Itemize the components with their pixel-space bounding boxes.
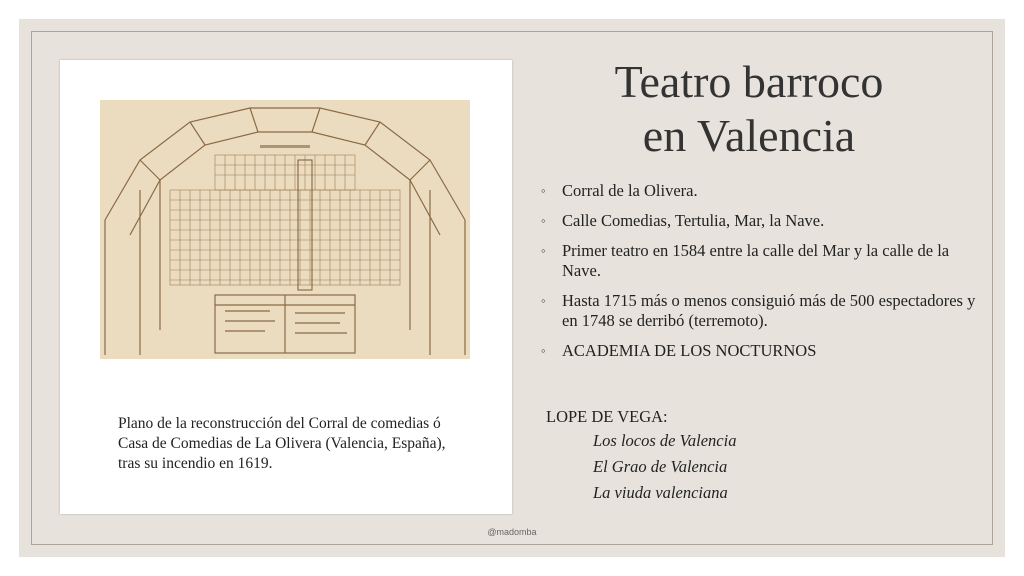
bullet-circle-icon: ◦ <box>541 213 546 228</box>
title-line-1: Teatro barroco <box>614 56 884 107</box>
bullet-circle-icon: ◦ <box>541 243 546 258</box>
title-line-2: en Valencia <box>642 110 856 161</box>
lope-heading: LOPE DE VEGA: <box>546 407 668 426</box>
bullet-item <box>541 241 981 281</box>
caption-line-2: Casa de Comedias de La Olivera (Valencia, España), <box>118 435 446 452</box>
lope-work: El Grao de Valencia <box>593 457 728 476</box>
image-caption <box>118 414 478 474</box>
lope-work: La viuda valenciana <box>593 483 728 502</box>
bullet-text: Hasta 1715 más o menos consiguió más de 500 espectadores y en 1748 se derribó (terremoto). <box>562 291 976 330</box>
slide-title <box>579 55 919 163</box>
lope-de-vega-section <box>546 406 946 506</box>
bullet-list <box>541 181 981 371</box>
bullet-text: Primer teatro en 1584 entre la calle del Mar y la calle de la Nave. <box>562 241 950 280</box>
bullet-text: Corral de la Olivera. <box>562 181 698 200</box>
bullet-circle-icon: ◦ <box>541 293 546 308</box>
bullet-item <box>541 291 981 331</box>
bullet-item <box>541 181 981 201</box>
bullet-item <box>541 341 981 361</box>
theatre-plan-image <box>100 100 470 359</box>
caption-line-3: tras su incendio en 1619. <box>118 455 273 472</box>
bullet-circle-icon: ◦ <box>541 183 546 198</box>
bullet-item <box>541 211 981 231</box>
bullet-text: ACADEMIA DE LOS NOCTURNOS <box>562 341 817 360</box>
footer-credit: @madomba <box>487 527 537 537</box>
lope-work: Los locos de Valencia <box>593 431 737 450</box>
slide <box>19 19 1005 557</box>
theatre-plan-drawing <box>100 100 470 359</box>
caption-line-1: Plano de la reconstrucción del Corral de comedias ó <box>118 415 441 432</box>
bullet-circle-icon: ◦ <box>541 343 546 358</box>
bullet-text: Calle Comedias, Tertulia, Mar, la Nave. <box>562 211 825 230</box>
image-card <box>60 60 512 514</box>
